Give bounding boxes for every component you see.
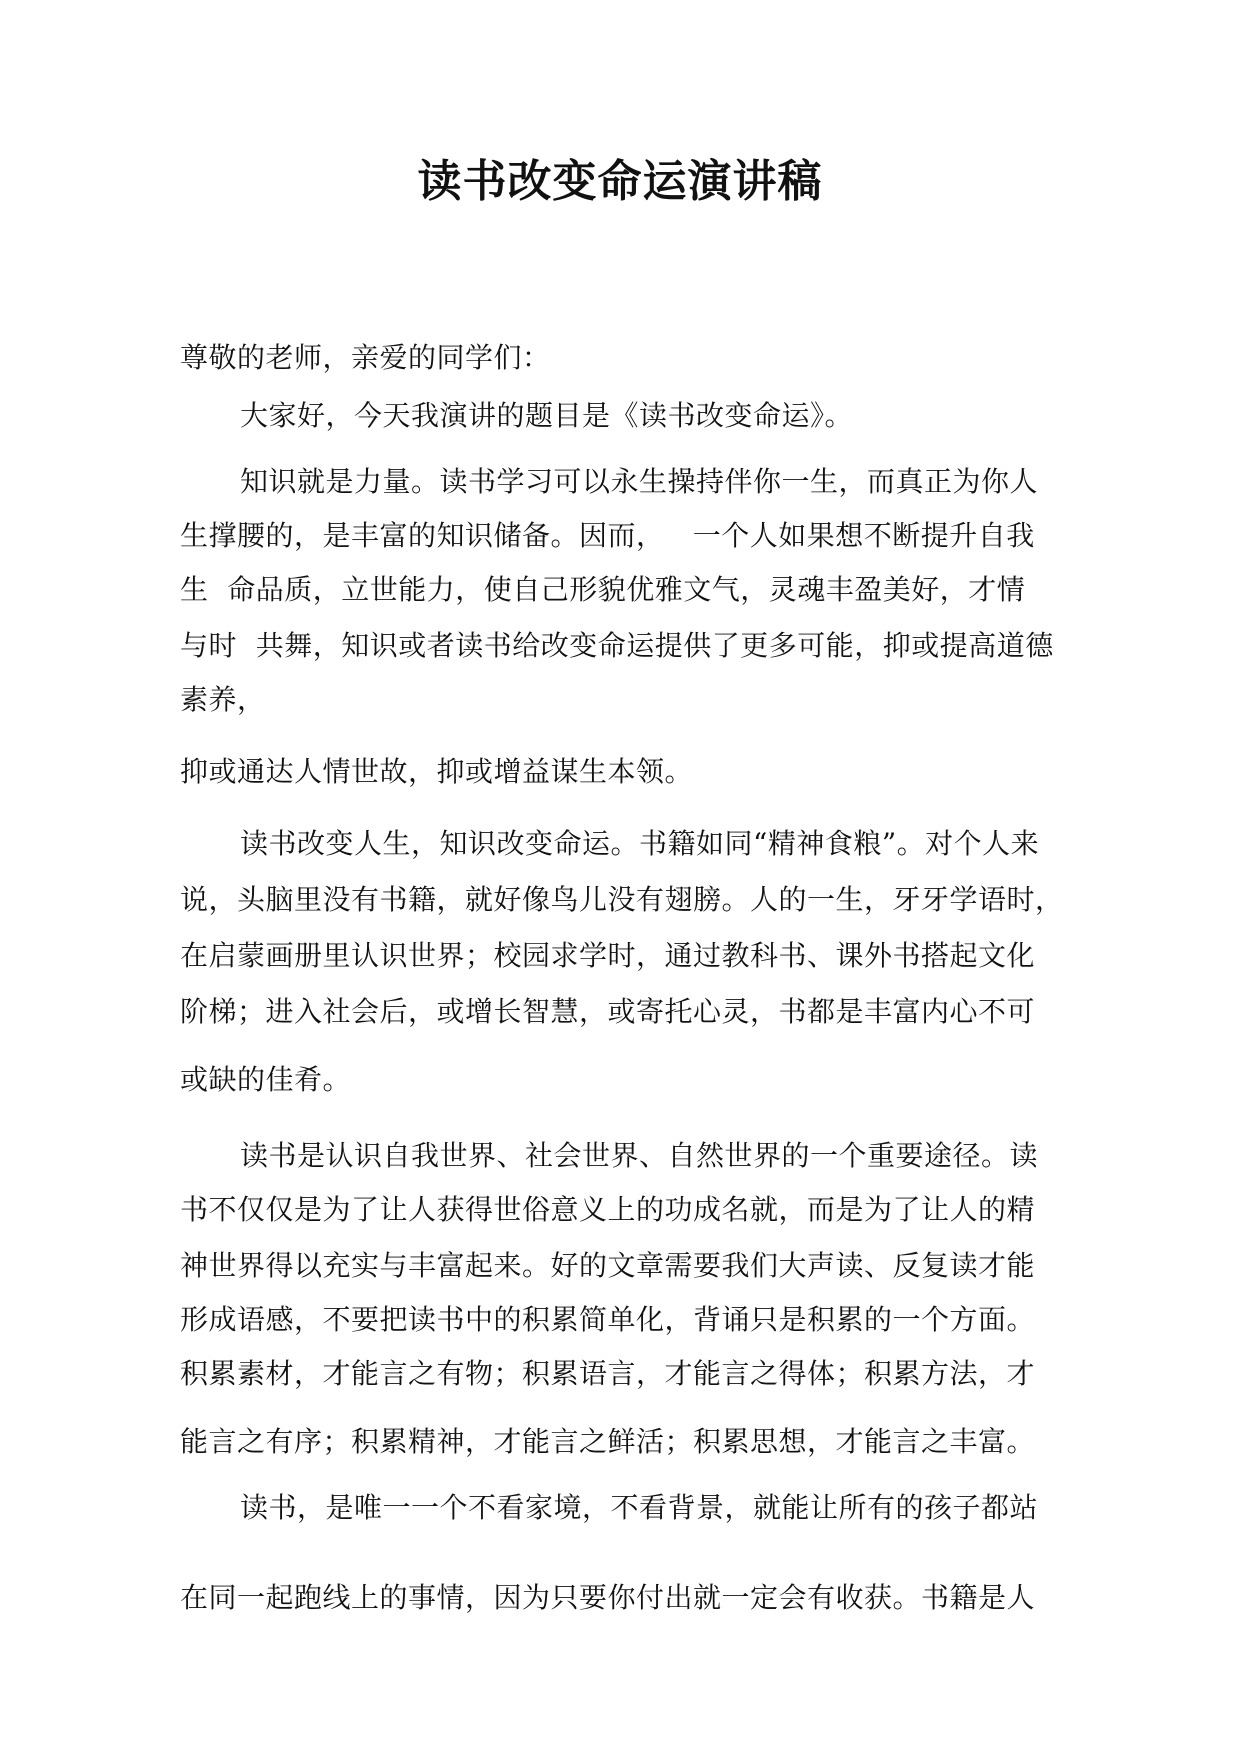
paragraph-line: 与时 共舞，知识或者读书给改变命运提供了更多可能，抑或提高道德: [180, 629, 1054, 662]
paragraph-line: 积累素材，才能言之有物；积累语言，才能言之得体；积累方法，才: [180, 1357, 1036, 1390]
paragraph-line: 读书，是唯一一个不看家境，不看背景，就能让所有的孩子都站: [240, 1491, 1039, 1524]
paragraph-line: 生撑腰的，是丰富的知识储备。因而， 一个人如果想不断提升自我: [180, 519, 1035, 552]
paragraph-line: 抑或通达人情世故，抑或增益谋生本领。: [180, 755, 694, 788]
paragraph-line: 书不仅仅是为了让人获得世俗意义上的功成名就，而是为了让人的精: [180, 1193, 1036, 1226]
salutation-line: 尊敬的老师，亲爱的同学们：: [180, 341, 551, 374]
paragraph-line: 读书是认识自我世界、社会世界、自然世界的一个重要途径。读: [240, 1139, 1039, 1172]
paragraph-line: 或缺的佳肴。: [180, 1063, 352, 1096]
paragraph-line: 在启蒙画册里认识世界；校园求学时，通过教科书、课外书搭起文化: [180, 939, 1036, 972]
paragraph-line: 神世界得以充实与丰富起来。好的文章需要我们大声读、反复读才能: [180, 1249, 1036, 1282]
paragraph-line: 素养，: [180, 683, 266, 716]
paragraph-line: 读书改变人生，知识改变命运。书籍如同“精神食粮”。对个人来: [240, 827, 1040, 860]
paragraph-line: 能言之有序；积累精神，才能言之鲜活；积累思想，才能言之丰富。: [180, 1425, 1036, 1458]
paragraph-line: 生 命品质，立世能力，使自己形貌优雅文气，灵魂丰盈美好，才情: [180, 573, 1026, 606]
paragraph-line: 知识就是力量。读书学习可以永生操持伴你一生，而真正为你人: [240, 465, 1039, 498]
paragraph-line: 形成语感，不要把读书中的积累简单化，背诵只是积累的一个方面。: [180, 1303, 1036, 1336]
document-title: 读书改变命运演讲稿: [417, 156, 823, 207]
paragraph-line: 说，头脑里没有书籍，就好像鸟儿没有翅膀。人的一生，牙牙学语时，: [180, 883, 1064, 916]
paragraph-line: 在同一起跑线上的事情，因为只要你付出就一定会有收获。书籍是人: [180, 1581, 1036, 1614]
paragraph-line: 阶梯；进入社会后，或增长智慧，或寄托心灵，书都是丰富内心不可: [180, 995, 1036, 1028]
paragraph-line: 大家好，今天我演讲的题目是《读书改变命运》。: [240, 399, 854, 432]
